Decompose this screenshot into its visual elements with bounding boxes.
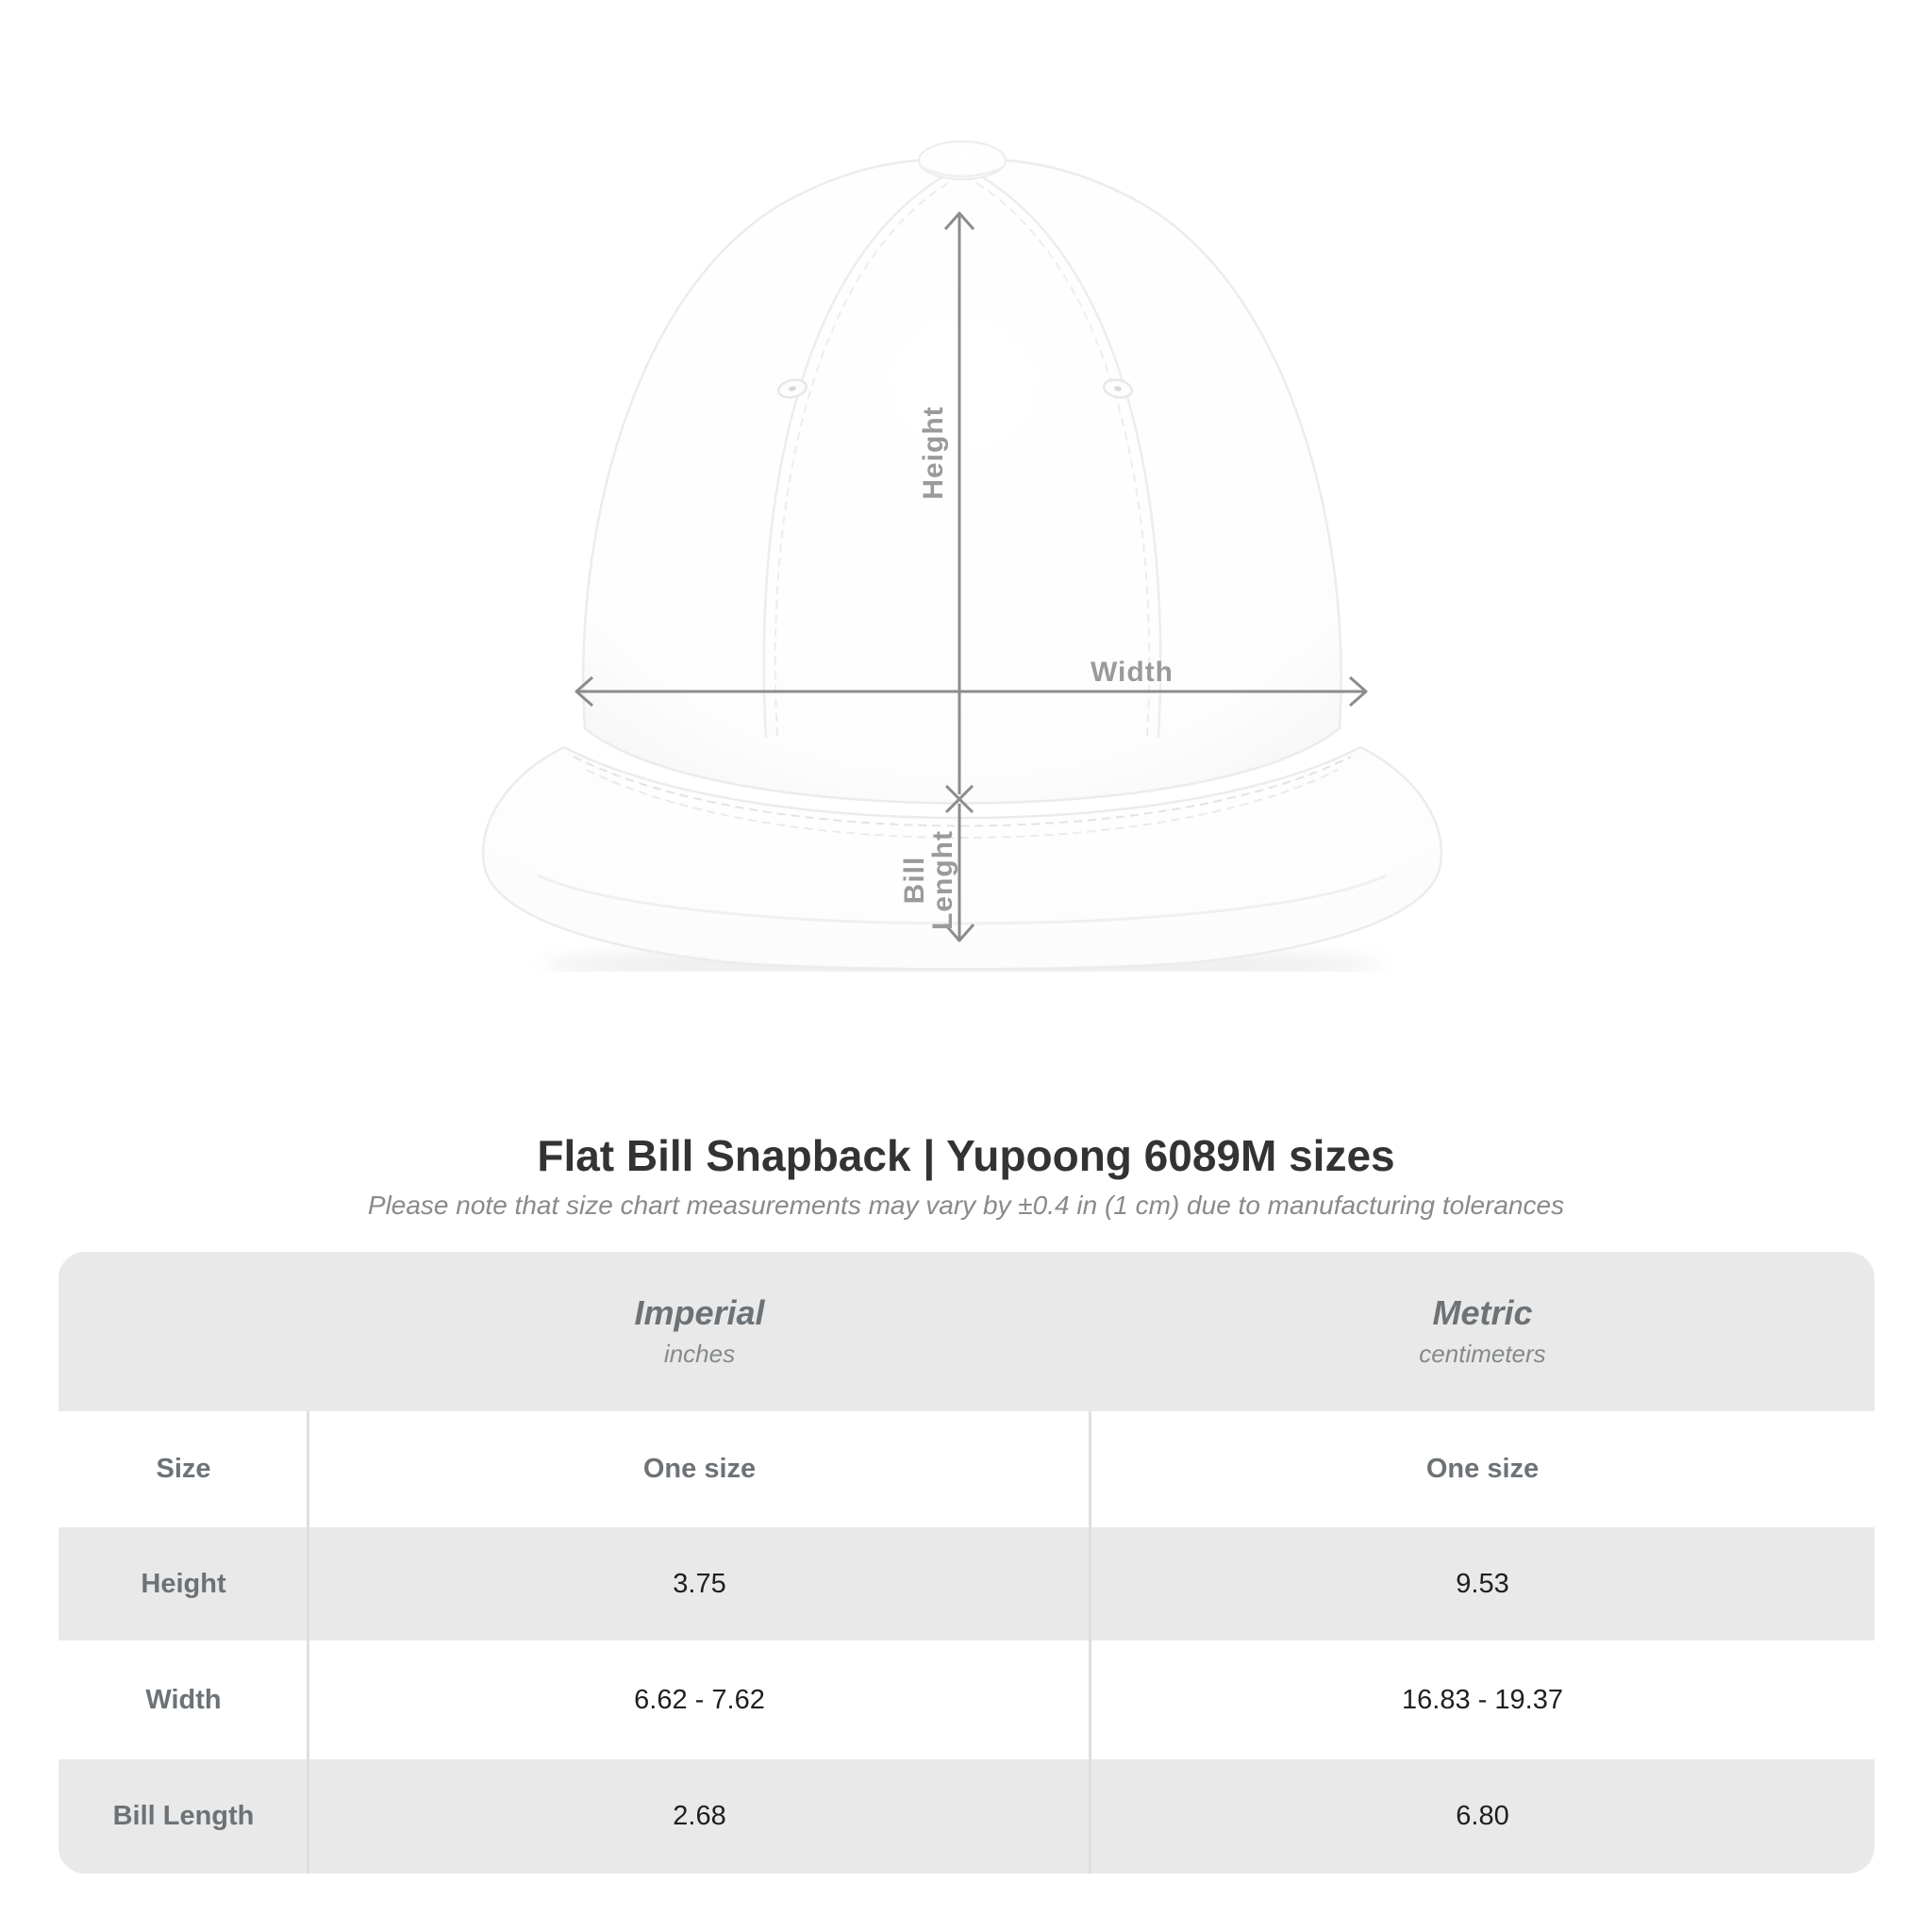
hat-illustration: [453, 123, 1491, 972]
tolerance-note: Please note that size chart measurements may vary by ±0.4 in (1 cm) due to manufacturing tolerances: [367, 1191, 1565, 1220]
page-title: Flat Bill Snapback | Yupoong 6089M sizes: [537, 1131, 1395, 1180]
hat-button: [919, 142, 1006, 179]
row-label: Height: [141, 1568, 226, 1599]
header-metric: [1091, 1252, 1874, 1411]
row-label: Size: [156, 1454, 211, 1484]
table-row-width: [58, 1641, 1874, 1759]
size-table: [58, 1252, 1874, 1873]
imperial-column-label: Imperial: [634, 1293, 765, 1332]
width-dimension-label: Width: [1090, 657, 1174, 688]
size-table-body: [58, 1411, 1874, 1874]
row-label: Width: [145, 1684, 222, 1715]
height-dimension-label: Height: [918, 406, 949, 500]
size-table-header: [58, 1252, 1874, 1411]
imperial-value: 2.68: [673, 1801, 726, 1831]
metric-value: 16.83 - 19.37: [1402, 1684, 1563, 1715]
header-spacer-cell: [58, 1252, 308, 1411]
table-row-bill-length: [58, 1759, 1874, 1874]
metric-column-label: Metric: [1432, 1293, 1533, 1332]
imperial-value: One size: [642, 1454, 757, 1484]
row-label: Bill Length: [112, 1801, 255, 1831]
metric-value: 9.53: [1456, 1568, 1509, 1599]
column-divider-1: [307, 1411, 309, 1874]
imperial-value: 6.62 - 7.62: [634, 1684, 765, 1715]
header-imperial: [308, 1252, 1091, 1411]
table-row-height: [58, 1527, 1874, 1641]
bill-length-dimension-label-line1: Bill: [899, 856, 930, 905]
imperial-value: 3.75: [673, 1568, 726, 1599]
hat-crown: [583, 142, 1341, 804]
table-row-size: [58, 1411, 1874, 1527]
column-divider-2: [1089, 1411, 1091, 1874]
metric-column-unit: centimeters: [1419, 1340, 1546, 1368]
metric-value: One size: [1425, 1454, 1540, 1484]
metric-value: 6.80: [1456, 1801, 1509, 1831]
imperial-column-unit: inches: [663, 1340, 736, 1368]
bill-length-dimension-label-line2: Lenght: [927, 830, 958, 930]
